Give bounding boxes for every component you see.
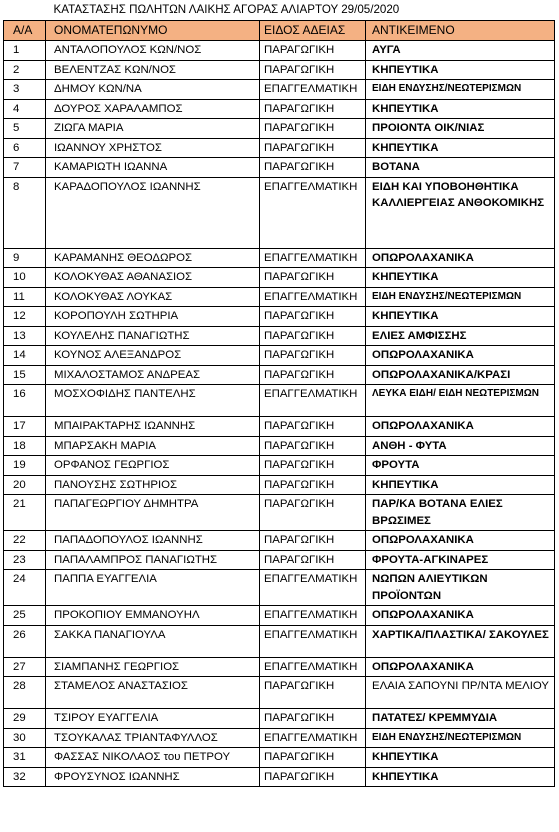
row-number: 16 [4,385,46,417]
item-description: ΚΗΠΕΥΤΙΚΑ [366,475,555,495]
table-row [4,677,555,709]
row-number: 26 [4,625,46,657]
table-row [4,385,555,417]
row-number: 1 [4,41,46,61]
item-description: ΒΟΤΑΝΑ [366,158,555,178]
item-description: ΚΗΠΕΥΤΙΚΑ [366,99,555,119]
header-item: ΑΝΤΙΚΕΙΜΕΝΟ [366,21,555,41]
row-number: 4 [4,99,46,119]
row-number: 7 [4,158,46,178]
row-number: 22 [4,531,46,551]
license-type: ΕΠΑΓΓΕΛΜΑΤΙΚΗ [260,570,366,606]
row-number: 14 [4,346,46,366]
vendor-name: ΚΑΡΑΔΟΠΟΥΛΟΣ ΙΩΑΝΝΗΣ [46,177,260,248]
row-number: 13 [4,326,46,346]
row-number: 18 [4,436,46,456]
item-description: ΠΑΡ/ΚΑ ΒΟΤΑΝΑ ΕΛΙΕΣ ΒΡΩΣΙΜΕΣ [366,495,555,531]
item-description: ΦΡΟΥΤΑ-ΑΓΚΙΝΑΡΕΣ [366,550,555,570]
table-row [4,570,555,606]
item-description: ΑΝΘΗ - ΦΥΤΑ [366,436,555,456]
license-type: ΕΠΑΓΓΕΛΜΑΤΙΚΗ [260,287,366,307]
license-type: ΕΠΑΓΓΕΛΜΑΤΙΚΗ [260,625,366,657]
license-type: ΠΑΡΑΓΩΓΙΚΗ [260,307,366,327]
item-description: ΛΕΥΚΑ ΕΙΔΗ/ ΕΙΔΗ ΝΕΩΤΕΡΙΣΜΩΝ [366,385,555,417]
vendor-name: ΠΑΝΟΥΣΗΣ ΣΩΤΗΡΙΟΣ [46,475,260,495]
row-number: 28 [4,677,46,709]
row-number: 8 [4,177,46,248]
table-row [4,767,555,787]
item-description: ΠΑΤΑΤΕΣ/ ΚΡΕΜΜΥΔΙΑ [366,709,555,729]
table-row [4,657,555,677]
table-row [4,475,555,495]
table-row [4,119,555,139]
table-row [4,99,555,119]
vendor-name: ΚΟΡΟΠΟΥΛΗ ΣΩΤΗΡΙΑ [46,307,260,327]
vendor-name: ΒΕΛΕΝΤΖΑΣ ΚΩΝ/ΝΟΣ [46,60,260,80]
vendor-name: ΟΡΦΑΝΟΣ ΓΕΩΡΓΙΟΣ [46,456,260,476]
vendor-name: ΜΙΧΑΛΟΣΤΑΜΟΣ ΑΝΔΡΕΑΣ [46,365,260,385]
table-row [4,41,555,61]
vendor-name: ΠΑΠΑΛΑΜΠΡΟΣ ΠΑΝΑΓΙΩΤΗΣ [46,550,260,570]
item-description: ΚΗΠΕΥΤΙΚΑ [366,138,555,158]
license-type: ΕΠΑΓΓΕΛΜΑΤΙΚΗ [260,606,366,626]
row-number: 29 [4,709,46,729]
row-number: 2 [4,60,46,80]
row-number: 21 [4,495,46,531]
vendor-name: ΜΟΣΧΟΦΙΔΗΣ ΠΑΝΤΕΛΗΣ [46,385,260,417]
item-description: ΟΠΩΡΟΛΑΧΑΝΙΚΑ/ΚΡΑΣΙ [366,365,555,385]
table-row [4,346,555,366]
item-description: ΕΛΑΙΑ ΣΑΠΟΥΝΙ ΠΡ/ΝΤΑ ΜΕΛΙΟΥ [366,677,555,709]
vendor-name: ΑΝΤΑΛΟΠΟΥΛΟΣ ΚΩΝ/ΝΟΣ [46,41,260,61]
item-description: ΦΡΟΥΤΑ [366,456,555,476]
title-row [4,0,555,21]
header-license-type: ΕΙΔΟΣ ΑΔΕΙΑΣ [260,21,366,41]
license-type: ΠΑΡΑΓΩΓΙΚΗ [260,99,366,119]
license-type: ΠΑΡΑΓΩΓΙΚΗ [260,119,366,139]
license-type: ΠΑΡΑΓΩΓΙΚΗ [260,138,366,158]
vendor-name: ΠΑΠΠΑ ΕΥΑΓΓΕΛΙΑ [46,570,260,606]
table-row [4,177,555,248]
item-description: ΟΠΩΡΟΛΑΧΑΝΙΚΑ [366,417,555,437]
row-number: 6 [4,138,46,158]
license-type: ΕΠΑΓΓΕΛΜΑΤΙΚΗ [260,385,366,417]
table-row [4,326,555,346]
license-type: ΕΠΑΓΓΕΛΜΑΤΙΚΗ [260,80,366,100]
table-row [4,709,555,729]
vendor-name: ΣΤΑΜΕΛΟΣ ΑΝΑΣΤΑΣΙΟΣ [46,677,260,709]
item-description: ΟΠΩΡΟΛΑΧΑΝΙΚΑ [366,606,555,626]
table-row [4,365,555,385]
vendor-name: ΚΟΛΟΚΥΘΑΣ ΛΟΥΚΑΣ [46,287,260,307]
license-type: ΠΑΡΑΓΩΓΙΚΗ [260,41,366,61]
table-row [4,60,555,80]
vendor-name: ΜΠΑΡΣΑΚΗ ΜΑΡΙΑ [46,436,260,456]
row-number: 10 [4,268,46,288]
license-type: ΕΠΑΓΓΕΛΜΑΤΙΚΗ [260,657,366,677]
license-type: ΠΑΡΑΓΩΓΙΚΗ [260,475,366,495]
item-description: ΚΗΠΕΥΤΙΚΑ [366,748,555,768]
license-type: ΕΠΑΓΓΕΛΜΑΤΙΚΗ [260,248,366,268]
table-row [4,417,555,437]
table-row [4,495,555,531]
vendor-name: ΚΟΛΟΚΥΘΑΣ ΑΘΑΝΑΣΙΟΣ [46,268,260,288]
item-description: ΕΙΔΗ ΕΝΔΥΣΗΣ/ΝΕΩΤΕΡΙΣΜΩΝ [366,80,555,100]
license-type: ΠΑΡΑΓΩΓΙΚΗ [260,677,366,709]
vendor-name: ΔΗΜΟΥ ΚΩΝ/ΝΑ [46,80,260,100]
table-row [4,138,555,158]
table-row [4,287,555,307]
license-type: ΕΠΑΓΓΕΛΜΑΤΙΚΗ [260,177,366,248]
vendor-name: ΣΙΑΜΠΑΝΗΣ ΓΕΩΡΓΙΟΣ [46,657,260,677]
item-description: ΧΑΡΤΙΚΑ/ΠΛΑΣΤΙΚΑ/ ΣΑΚΟΥΛΕΣ [366,625,555,657]
table-row [4,268,555,288]
license-type: ΠΑΡΑΓΩΓΙΚΗ [260,326,366,346]
item-description: ΟΠΩΡΟΛΑΧΑΝΙΚΑ [366,531,555,551]
item-description: ΟΠΩΡΟΛΑΧΑΝΙΚΑ [366,346,555,366]
item-description: ΚΗΠΕΥΤΙΚΑ [366,767,555,787]
vendor-name: ΦΑΣΣΑΣ ΝΙΚΟΛΑΟΣ του ΠΕΤΡΟΥ [46,748,260,768]
row-number: 27 [4,657,46,677]
vendor-name: ΜΠΑΙΡΑΚΤΑΡΗΣ ΙΩΑΝΝΗΣ [46,417,260,437]
item-description: ΚΗΠΕΥΤΙΚΑ [366,268,555,288]
item-description: ΚΗΠΕΥΤΙΚΑ [366,307,555,327]
header-row [4,21,555,41]
item-description: ΑΥΓΑ [366,41,555,61]
license-type: ΠΑΡΑΓΩΓΙΚΗ [260,495,366,531]
license-type: ΠΑΡΑΓΩΓΙΚΗ [260,365,366,385]
item-description: ΚΗΠΕΥΤΙΚΑ [366,60,555,80]
license-type: ΕΠΑΓΓΕΛΜΑΤΙΚΗ [260,728,366,748]
vendor-name: ΙΩΑΝΝΟΥ ΧΡΗΣΤΟΣ [46,138,260,158]
vendors-table [3,0,555,787]
page-title: ΚΑΤΑΣΤΑΣΗΣ ΠΩΛΗΤΩΝ ΛΑΙΚΗΣ ΑΓΟΡΑΣ ΑΛΙΑΡΤΟΥ 29/05/2020 [4,0,555,21]
table-row [4,625,555,657]
table-row [4,307,555,327]
row-number: 30 [4,728,46,748]
license-type: ΠΑΡΑΓΩΓΙΚΗ [260,767,366,787]
table-body [4,41,555,787]
table-row [4,531,555,551]
license-type: ΠΑΡΑΓΩΓΙΚΗ [260,346,366,366]
table-row [4,158,555,178]
row-number: 32 [4,767,46,787]
item-description: ΟΠΩΡΟΛΑΧΑΝΙΚΑ [366,248,555,268]
row-number: 19 [4,456,46,476]
row-number: 24 [4,570,46,606]
row-number: 31 [4,748,46,768]
item-description: ΝΩΠΩΝ ΑΛΙΕΥΤΙΚΩΝ ΠΡΟΪΟΝΤΩΝ [366,570,555,606]
vendor-name: ΤΣΟΥΚΑΛΑΣ ΤΡΙΑΝΤΑΦΥΛΛΟΣ [46,728,260,748]
license-type: ΠΑΡΑΓΩΓΙΚΗ [260,456,366,476]
row-number: 5 [4,119,46,139]
license-type: ΠΑΡΑΓΩΓΙΚΗ [260,436,366,456]
item-description: ΕΛΙΕΣ ΑΜΦΙΣΣΗΣ [366,326,555,346]
vendor-name: ΚΟΥΛΕΛΗΣ ΠΑΝΑΓΙΩΤΗΣ [46,326,260,346]
table-row [4,550,555,570]
table-row [4,606,555,626]
table-row [4,248,555,268]
row-number: 17 [4,417,46,437]
row-number: 11 [4,287,46,307]
item-description: ΟΠΩΡΟΛΑΧΑΝΙΚΑ [366,657,555,677]
table-row [4,456,555,476]
vendor-name: ΣΑΚΚΑ ΠΑΝΑΓΙΟΥΛΑ [46,625,260,657]
row-number: 23 [4,550,46,570]
table-row [4,80,555,100]
license-type: ΠΑΡΑΓΩΓΙΚΗ [260,417,366,437]
item-description: ΕΙΔΗ ΚΑΙ ΥΠΟΒΟΗΘΗΤΙΚΑ ΚΑΛΛΙΕΡΓΕΙΑΣ ΑΝΘΟΚΟΜΙΚΗΣ [366,177,555,248]
item-description: ΠΡΟΙΟΝΤΑ ΟΙΚ/ΝΙΑΣ [366,119,555,139]
row-number: 9 [4,248,46,268]
item-description: ΕΙΔΗ ΕΝΔΥΣΗΣ/ΝΕΩΤΕΡΙΣΜΩΝ [366,728,555,748]
vendor-name: ΚΑΡΑΜΑΝΗΣ ΘΕΟΔΩΡΟΣ [46,248,260,268]
row-number: 25 [4,606,46,626]
item-description: ΕΙΔΗ ΕΝΔΥΣΗΣ/ΝΕΩΤΕΡΙΣΜΩΝ [366,287,555,307]
vendor-name: ΔΟΥΡΟΣ ΧΑΡΑΛΑΜΠΟΣ [46,99,260,119]
license-type: ΠΑΡΑΓΩΓΙΚΗ [260,60,366,80]
vendor-name: ΠΡΟΚΟΠΙΟΥ ΕΜΜΑΝΟΥΗΛ [46,606,260,626]
license-type: ΠΑΡΑΓΩΓΙΚΗ [260,268,366,288]
vendor-name: ΠΑΠΑΔΟΠΟΥΛΟΣ ΙΩΑΝΝΗΣ [46,531,260,551]
table-row [4,436,555,456]
license-type: ΠΑΡΑΓΩΓΙΚΗ [260,550,366,570]
header-name: ΟΝΟΜΑΤΕΠΩΝΥΜΟ [46,21,260,41]
table-row [4,748,555,768]
vendor-name: ΦΡΟΥΣΥΝΟΣ ΙΩΑΝΝΗΣ [46,767,260,787]
license-type: ΠΑΡΑΓΩΓΙΚΗ [260,158,366,178]
vendor-name: ΚΑΜΑΡΙΩΤΗ ΙΩΑΝΝΑ [46,158,260,178]
header-aa: Α/Α [4,21,46,41]
row-number: 3 [4,80,46,100]
vendor-name: ΤΣΙΡΟΥ ΕΥΑΓΓΕΛΙΑ [46,709,260,729]
table-row [4,728,555,748]
row-number: 20 [4,475,46,495]
row-number: 12 [4,307,46,327]
license-type: ΠΑΡΑΓΩΓΙΚΗ [260,709,366,729]
license-type: ΠΑΡΑΓΩΓΙΚΗ [260,748,366,768]
vendor-name: ΖΙΩΓΑ ΜΑΡΙΑ [46,119,260,139]
vendor-name: ΠΑΠΑΓΕΩΡΓΙΟΥ ΔΗΜΗΤΡΑ [46,495,260,531]
row-number: 15 [4,365,46,385]
license-type: ΠΑΡΑΓΩΓΙΚΗ [260,531,366,551]
vendor-name: ΚΟΥΝΟΣ ΑΛΕΞΑΝΔΡΟΣ [46,346,260,366]
